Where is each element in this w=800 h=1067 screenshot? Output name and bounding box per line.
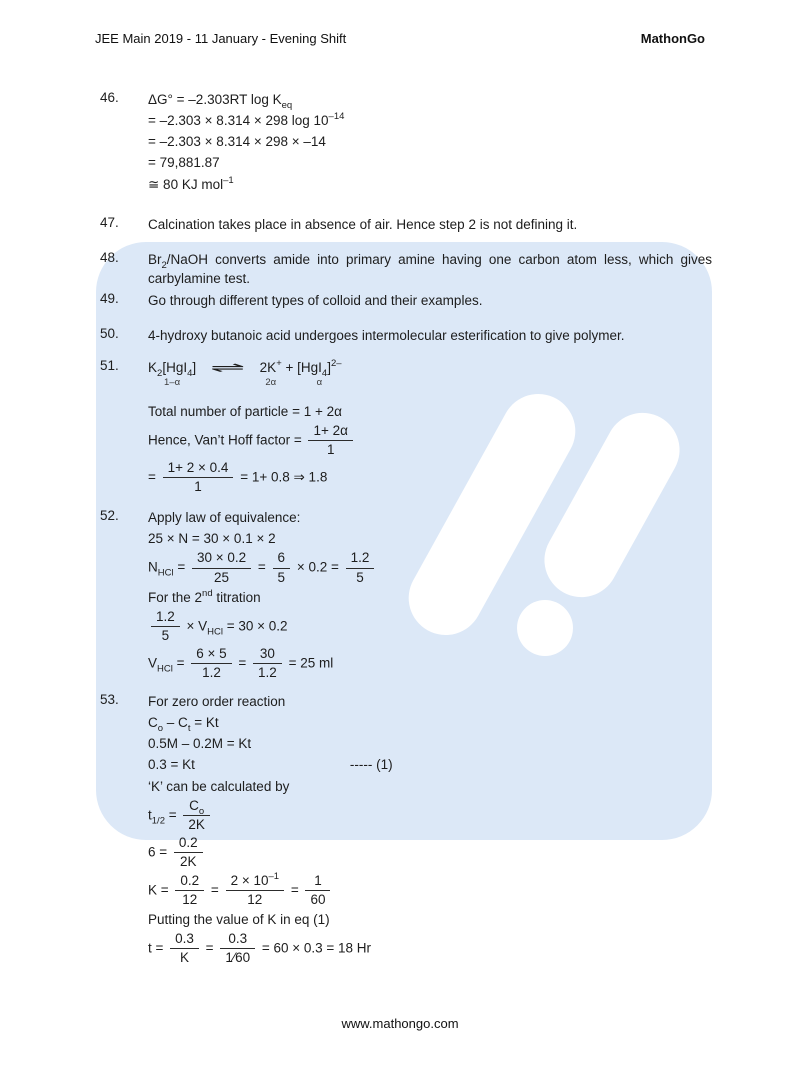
- subscript: HCl: [207, 626, 224, 638]
- header-brand: MathonGo: [640, 31, 705, 46]
- fraction-denominator: 2K: [174, 852, 203, 870]
- solution-line: $\frac{1.2}{5}$ × $V_{HCl} = 30 \times 0.2$: [148, 609, 712, 644]
- solution-number: 47.: [100, 215, 119, 230]
- solution-block: [0, 692, 800, 968]
- header-title: JEE Main 2019 - 11 January - Evening Shift: [95, 31, 347, 46]
- fraction-denominator: 1.2: [253, 663, 282, 681]
- subscript: 2: [161, 260, 167, 271]
- underset-label: α: [316, 377, 323, 389]
- solution-block: [0, 358, 800, 498]
- solution-line: For zero order reaction: [148, 694, 286, 709]
- superscript: nd: [202, 587, 213, 599]
- fraction-numerator: 0.3: [175, 931, 194, 947]
- fraction-numerator: 1: [314, 872, 322, 888]
- subscript: 4: [321, 368, 328, 379]
- solution-content: [148, 291, 712, 310]
- fraction: [273, 550, 291, 585]
- subscript: 4: [187, 368, 193, 379]
- solution-block: [0, 250, 800, 290]
- fraction-numerator: 6 × 5: [196, 646, 227, 662]
- subscript: HCl: [157, 567, 174, 579]
- solution-line: $V_{HCl}$ = $\frac{6 \times 5}{1.2}$ = $\frac{30}{1.2}$ = 25 ml: [148, 646, 334, 681]
- solution-block: [0, 90, 800, 196]
- fraction-numerator: 30: [259, 646, 275, 662]
- fraction-numerator: 0.3: [228, 931, 248, 947]
- solution-content: [148, 508, 712, 682]
- fraction: [308, 423, 352, 458]
- fraction-denominator: 1.2: [191, 663, 231, 681]
- equilibrium-arrow-icon: ⇌: [210, 360, 246, 375]
- underset-label: 1–α: [164, 377, 181, 389]
- solution-line: Putting the value of K in eq (1): [148, 911, 330, 927]
- solution-number: 49.: [100, 291, 119, 306]
- fraction-denominator: 12: [175, 890, 204, 908]
- fraction-numerator: 1+ 2 × 0.4: [167, 460, 229, 476]
- solution-line: K = $\frac{0.2}{12}$ = $\frac{2 \times 10^{-1}}{12}$ = $\frac{1}{60}$: [148, 873, 712, 908]
- solution-line: = –2.303 × 8.314 × 298 × –14: [148, 134, 326, 150]
- subscript: t: [187, 723, 191, 735]
- solution-block: [0, 215, 800, 236]
- superscript: –1: [223, 174, 234, 186]
- solution-content: [148, 215, 712, 234]
- underset: [260, 358, 282, 388]
- fraction-denominator: 60: [305, 890, 330, 908]
- fraction-numerator: 0.2: [178, 835, 198, 851]
- fraction: [220, 931, 255, 966]
- solution-line: 25 × N = 30 × 0.1 × 2: [148, 531, 276, 547]
- solution-line: t = $\frac{0.3}{K}$ = $\frac{0.3}{1⁄60}$ = 60 × 0.3 = 18 Hr: [148, 931, 372, 966]
- fraction-numerator: $C_o$: [189, 797, 205, 817]
- fraction-numerator: 30 × 0.2: [196, 550, 247, 566]
- solution-content: [148, 250, 712, 288]
- fraction-numerator: 1.2: [156, 608, 175, 624]
- solution-line: $t_{1/2}$ = $\frac{C_o}{2K}$: [148, 798, 712, 833]
- fraction: [226, 870, 285, 908]
- fraction-numerator: 1.2: [350, 550, 370, 566]
- subscript: 1/2: [151, 815, 165, 827]
- superscript: –1: [268, 870, 280, 882]
- solution-line: Total number of particle = 1 + 2α: [148, 403, 342, 419]
- solution-line: = $\frac{1+ 2 \times 0.4}{1}$ = 1+ 0.8 ⇒ 1.8: [148, 460, 328, 495]
- solution-line: 4-hydroxy butanoic acid undergoes intermolecular esterification to give polymer.: [148, 328, 625, 343]
- solution-line: $C_o - C_t = Kt$: [148, 715, 219, 735]
- fraction: [151, 609, 180, 644]
- subscript: 2: [157, 368, 163, 379]
- fraction: [174, 835, 203, 870]
- solution-content: [148, 326, 712, 345]
- solution-line: 0.5M – 0.2M = Kt: [148, 736, 252, 752]
- underset-main: $[HgI_4]^{2-}$: [297, 358, 342, 379]
- solution-block: [0, 291, 800, 312]
- solution-line: ΔG° = –2.303RT $\log K_{eq}$: [148, 92, 293, 111]
- fraction: [163, 460, 234, 495]
- fraction-denominator: 5: [151, 626, 180, 644]
- fraction: [305, 873, 330, 908]
- solution-line: ≅ 80 KJ mol$^{-1}$: [148, 174, 234, 192]
- footer-url: www.mathongo.com: [341, 1016, 459, 1031]
- solution-content: [148, 692, 712, 966]
- solution-block: [0, 326, 800, 347]
- fraction: [183, 798, 210, 833]
- fraction-denominator: K: [170, 948, 199, 966]
- fraction-denominator: 2K: [183, 815, 210, 833]
- superscript: –14: [328, 111, 345, 123]
- underset: [297, 358, 341, 388]
- solution-line: = –2.303 × 8.314 × 298 $\log 10^{-14}$: [148, 111, 345, 129]
- solution-line: Hence, Van’t Hoff factor = $\frac{1+ 2\alpha}{1}$: [148, 423, 712, 458]
- fraction-denominator: 25: [192, 568, 251, 586]
- solution-line: For the 2nd titration: [148, 587, 261, 605]
- fraction-denominator: 5: [346, 568, 375, 586]
- solution-number: 46.: [100, 90, 119, 105]
- underset: [148, 358, 196, 388]
- solution-line: Calcination takes place in absence of air. Hence step 2 is not defining it.: [148, 217, 578, 232]
- fraction-numerator: 6: [277, 550, 286, 566]
- solution-line: = 79,881.87: [148, 155, 220, 171]
- solution-number: 52.: [100, 508, 119, 523]
- solution-block: [0, 508, 800, 684]
- solution-content: [148, 358, 712, 496]
- solution-line: 6 = $\frac{0.2}{2K}$: [148, 835, 712, 870]
- solution-line: $N_{HCl}$ = $\frac{30 \times 0.2}{25}$ = $\frac{6}{5}$ × 0.2 = $\frac{1.2}{5}$: [148, 550, 712, 585]
- solution-number: 48.: [100, 250, 119, 265]
- solution-line: Apply law of equivalence:: [148, 510, 301, 525]
- fraction-numerator: 1+ 2α: [313, 422, 348, 438]
- fraction-numerator: $2 \times 10^{-1}$: [230, 870, 280, 888]
- fraction: [253, 646, 282, 681]
- superscript: +: [276, 358, 282, 369]
- solution-line: $K_2[HgI_4]$ 1–α ⇌ 2K+ 2α + $[HgI_4]^{2-}$ α: [148, 358, 342, 389]
- fraction: [192, 550, 251, 585]
- fraction-denominator: 5: [273, 568, 291, 586]
- fraction: [170, 931, 199, 966]
- solution-line: $Br_2$/NaOH converts amide into primary amine having one carbon atom less, which gives carbylamine test.: [148, 252, 712, 287]
- superscript: 2–: [330, 358, 342, 369]
- subscript: o: [157, 723, 164, 735]
- solution-number: 50.: [100, 326, 119, 341]
- fraction-denominator: 1⁄60: [220, 948, 255, 966]
- underset-main: $K_2[HgI_4]$: [148, 360, 197, 379]
- solution-number: 53.: [100, 692, 119, 707]
- subscript: o: [198, 805, 205, 817]
- solution-line: ‘K’ can be calculated by: [148, 778, 290, 794]
- fraction: [175, 873, 204, 908]
- fraction-numerator: 0.2: [180, 872, 200, 888]
- solution-number: 51.: [100, 358, 119, 373]
- solution-content: [148, 90, 712, 194]
- fraction-denominator: 1: [163, 477, 234, 495]
- fraction-denominator: 12: [226, 890, 285, 908]
- fraction: [191, 646, 231, 681]
- solution-line: 0.3 = Kt ----- (1): [148, 757, 393, 773]
- fraction: [346, 550, 375, 585]
- subscript: HCl: [157, 663, 173, 675]
- fraction-denominator: 1: [308, 440, 352, 458]
- underset-main: 2K+: [259, 358, 282, 375]
- underset-label: 2α: [265, 377, 277, 389]
- subscript: eq: [281, 100, 293, 111]
- solution-line: Go through different types of colloid and their examples.: [148, 293, 483, 308]
